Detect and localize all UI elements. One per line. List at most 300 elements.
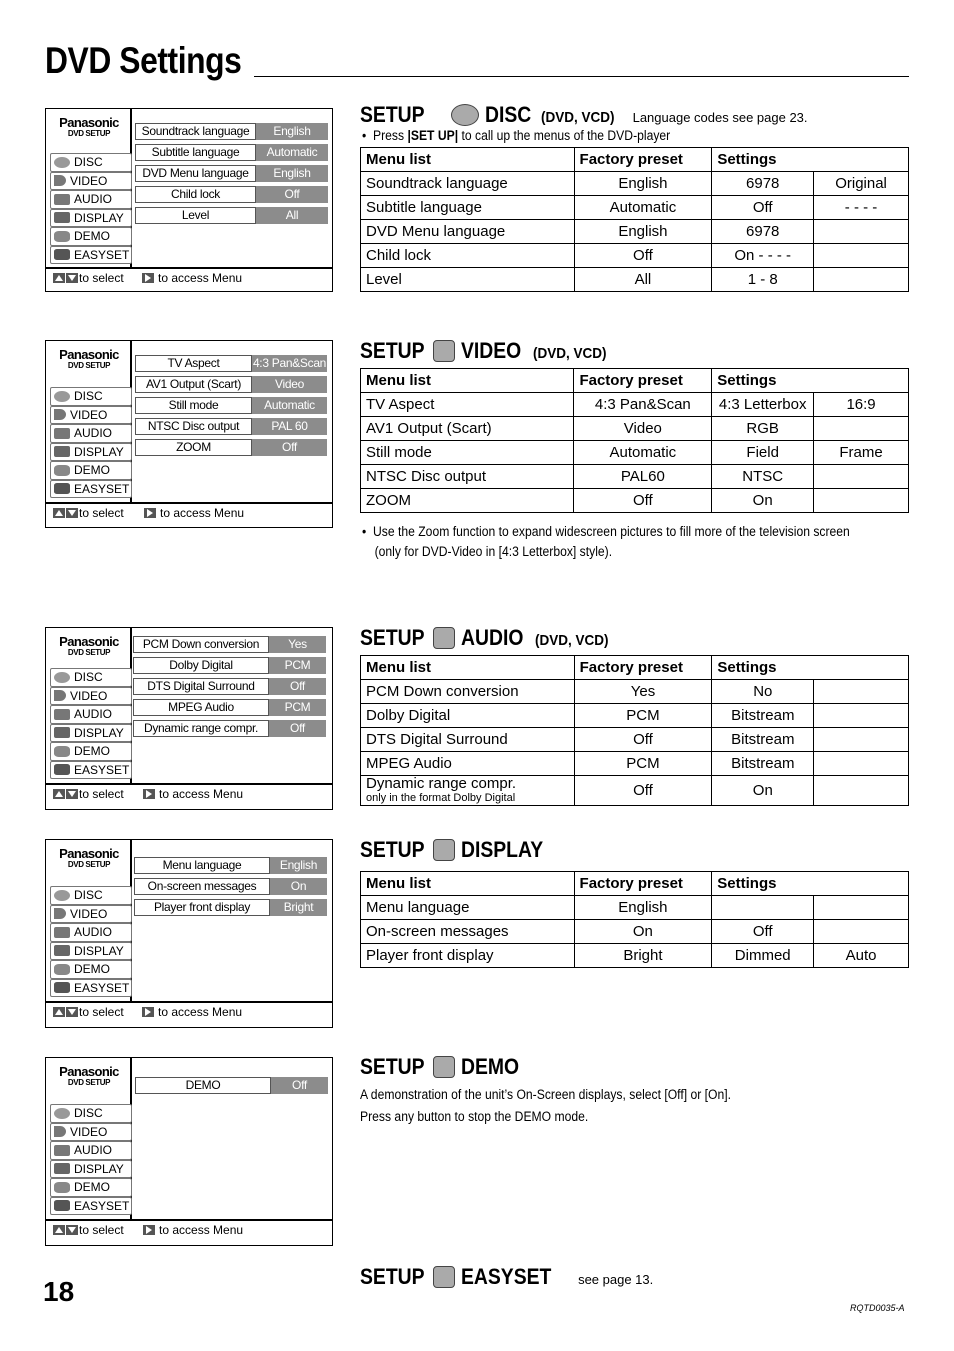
- menu-rows: [135, 123, 328, 228]
- down-arrow-icon: [66, 1007, 78, 1017]
- menu-item-cell: DVD Menu language: [361, 220, 575, 244]
- brand-logo: Panasonic: [59, 115, 119, 130]
- demo-icon: [54, 465, 70, 476]
- setting-option-cell: 6978: [712, 172, 814, 196]
- category-display[interactable]: [50, 209, 132, 228]
- brand-logo: Panasonic: [59, 634, 119, 649]
- category-label: DISC: [74, 155, 103, 170]
- select-hint: to select: [79, 271, 124, 285]
- menu-rows: [134, 857, 327, 920]
- category-label: DEMO: [74, 463, 110, 478]
- setting-option-cell: Off: [712, 196, 814, 220]
- down-arrow-icon: [66, 1225, 78, 1235]
- setting-option-cell: 16:9: [814, 393, 909, 417]
- menu-row-label: Level: [135, 207, 256, 224]
- setting-option-cell: Bitstream: [712, 752, 814, 776]
- audio-settings-table: [360, 655, 909, 806]
- disc-scope: (DVD, VCD): [540, 109, 615, 126]
- factory-preset-cell: Video: [574, 417, 712, 441]
- factory-preset-cell: All: [574, 268, 712, 292]
- category-label: DISPLAY: [74, 943, 124, 958]
- setting-option-cell: - - - -: [814, 196, 909, 220]
- menu-item-cell: Dolby Digital: [361, 704, 575, 728]
- menu-item-cell: NTSC Disc output: [361, 465, 574, 489]
- menu-row-label: DEMO: [135, 1077, 271, 1094]
- category-disc[interactable]: [50, 668, 132, 687]
- setting-option-cell: Frame: [814, 441, 909, 465]
- brand-block: [46, 628, 132, 657]
- category-display[interactable]: [50, 724, 132, 743]
- easyset-icon: [54, 249, 70, 260]
- category-label: DEMO: [74, 229, 110, 244]
- menu-row[interactable]: [133, 720, 326, 737]
- disc-icon: [451, 104, 479, 126]
- menu-row-label: ZOOM: [135, 439, 252, 456]
- factory-preset-cell: English: [574, 896, 712, 920]
- menu-row[interactable]: [135, 376, 327, 393]
- factory-preset-cell: PCM: [574, 752, 712, 776]
- category-label: DISPLAY: [74, 210, 124, 225]
- menu-row[interactable]: [133, 657, 326, 674]
- category-display[interactable]: [50, 1160, 132, 1179]
- menu-row-value: Bright: [270, 899, 327, 916]
- table-row: [361, 220, 909, 244]
- category-label: DISPLAY: [74, 1161, 124, 1176]
- factory-preset-cell: Off: [574, 728, 712, 752]
- menu-row-value: All: [256, 207, 328, 224]
- factory-preset-cell: PAL60: [574, 465, 712, 489]
- menu-row-value: On: [270, 878, 327, 895]
- menu-item-cell: ZOOM: [361, 489, 574, 513]
- category-label: DISC: [74, 389, 103, 404]
- factory-preset-cell: Automatic: [574, 196, 712, 220]
- category-disc[interactable]: [50, 387, 132, 406]
- setting-option-cell: 4:3 Letterbox: [712, 393, 814, 417]
- category-list: [50, 153, 132, 264]
- down-arrow-icon: [66, 789, 78, 799]
- setting-option-cell: Auto: [814, 944, 909, 968]
- column-header: Menu list: [361, 656, 575, 680]
- table-header-row: [361, 656, 909, 680]
- category-easyset[interactable]: [50, 761, 132, 780]
- setting-option-cell: [814, 220, 909, 244]
- menu-row-value: English: [256, 123, 328, 140]
- video-note: • Use the Zoom function to expand widescreen pictures to fill more of the television screen (only for DVD-Video in [4:3 Letterbox] style).: [362, 524, 850, 559]
- column-header: Menu list: [361, 872, 575, 896]
- table-row: [361, 417, 909, 441]
- audio-icon: [54, 927, 70, 938]
- menu-row[interactable]: [133, 678, 326, 695]
- menu-item-cell: Subtitle language: [361, 196, 575, 220]
- table-row: [361, 465, 909, 489]
- display-settings-table: [360, 871, 909, 968]
- video-icon: [54, 175, 66, 186]
- panel-footer-divider: [46, 267, 332, 269]
- menu-row-label: DVD Menu language: [135, 165, 256, 182]
- menu-row[interactable]: [134, 878, 327, 895]
- table-row: [361, 896, 909, 920]
- access-hint: to access Menu: [160, 506, 245, 520]
- table-row: [361, 728, 909, 752]
- select-hint: to select: [79, 1223, 124, 1237]
- up-arrow-icon: [53, 508, 65, 518]
- table-header-row: [361, 148, 909, 172]
- column-header: Factory preset: [574, 872, 712, 896]
- menu-item-cell: Child lock: [361, 244, 575, 268]
- setting-option-cell: 6978: [712, 220, 814, 244]
- brand-subtitle: DVD SETUP: [67, 1078, 111, 1087]
- setting-option-cell: NTSC: [712, 465, 814, 489]
- setup-label: SETUP: [360, 338, 425, 363]
- category-list: [50, 886, 132, 997]
- category-label: AUDIO: [74, 707, 113, 722]
- panel-footer-divider: [46, 783, 332, 785]
- access-hint: to access Menu: [159, 787, 244, 801]
- menu-row-label: NTSC Disc output: [135, 418, 252, 435]
- category-video[interactable]: [50, 172, 132, 191]
- panel-footer-divider: [46, 1001, 332, 1003]
- column-header: Settings: [712, 656, 909, 680]
- video-icon: [54, 908, 66, 919]
- category-audio[interactable]: [50, 424, 132, 443]
- category-label: EASYSET: [74, 481, 130, 496]
- display-icon: [433, 839, 455, 861]
- menu-item-cell: Level: [361, 268, 575, 292]
- menu-row[interactable]: [135, 439, 327, 456]
- menu-row[interactable]: [135, 1077, 328, 1094]
- setting-option-cell: [814, 896, 909, 920]
- video-settings-table: [360, 368, 909, 513]
- category-audio[interactable]: [50, 190, 132, 209]
- category-label: VIDEO: [70, 906, 108, 921]
- select-hint: to select: [79, 1005, 124, 1019]
- easyset-note: see page 13.: [578, 1272, 654, 1287]
- menu-item-cell: Still mode: [361, 441, 574, 465]
- easyset-icon: [433, 1266, 455, 1288]
- audio-icon: [54, 1145, 70, 1156]
- page-number: 18: [43, 1276, 75, 1307]
- category-video[interactable]: [50, 1123, 132, 1142]
- factory-preset-cell: Automatic: [574, 441, 712, 465]
- brand-block: [46, 341, 132, 370]
- audio-title: AUDIO: [461, 625, 524, 650]
- category-label: DEMO: [74, 1180, 110, 1195]
- menu-row[interactable]: [135, 144, 328, 161]
- brand-block: [46, 840, 132, 869]
- menu-row[interactable]: [134, 857, 327, 874]
- access-hint: to access Menu: [159, 1223, 244, 1237]
- demo-icon: [54, 746, 70, 757]
- demo-title: DEMO: [461, 1054, 520, 1079]
- menu-row[interactable]: [134, 899, 327, 916]
- menu-row-value: Video: [252, 376, 327, 393]
- display-icon: [54, 446, 70, 457]
- brand-subtitle: DVD SETUP: [67, 648, 111, 657]
- demo-icon: [54, 1182, 70, 1193]
- disc-note: Language codes see page 23.: [632, 110, 808, 125]
- column-header: Factory preset: [574, 656, 712, 680]
- right-arrow-icon: [142, 1007, 154, 1017]
- menu-row-label: Menu language: [134, 857, 270, 874]
- right-arrow-icon: [143, 1225, 155, 1235]
- osd-video-panel: [45, 340, 333, 528]
- setting-option-cell: Bitstream: [712, 704, 814, 728]
- menu-row-label: Subtitle language: [135, 144, 256, 161]
- setup-label: SETUP: [360, 1264, 425, 1289]
- category-list: [50, 387, 132, 498]
- category-label: EASYSET: [74, 1198, 130, 1213]
- menu-row-value: Off: [269, 678, 326, 695]
- up-arrow-icon: [53, 789, 65, 799]
- category-video[interactable]: [50, 905, 132, 924]
- easyset-icon: [54, 982, 70, 993]
- table-row: [361, 944, 909, 968]
- table-row: [361, 489, 909, 513]
- audio-scope: (DVD, VCD): [535, 632, 609, 649]
- page-title: DVD Settings: [45, 40, 242, 81]
- category-demo[interactable]: [50, 1178, 132, 1197]
- demo-icon: [54, 964, 70, 975]
- disc-icon: [54, 157, 70, 168]
- display-title: DISPLAY: [461, 837, 544, 862]
- menu-row-label: Player front display: [134, 899, 270, 916]
- audio-heading: [360, 625, 617, 651]
- setup-label: SETUP: [360, 102, 425, 127]
- category-label: VIDEO: [70, 407, 108, 422]
- setup-label: SETUP: [360, 837, 425, 862]
- panel-footer-divider: [46, 502, 332, 504]
- menu-row[interactable]: [133, 699, 326, 716]
- category-label: AUDIO: [74, 925, 113, 940]
- column-header: Factory preset: [574, 148, 712, 172]
- menu-item-cell: Player front display: [361, 944, 575, 968]
- category-video[interactable]: [50, 687, 132, 706]
- brand-subtitle: DVD SETUP: [67, 361, 111, 370]
- brand-block: [46, 109, 132, 138]
- table-row: [361, 196, 909, 220]
- category-display[interactable]: [50, 942, 132, 961]
- menu-row-value: Yes: [269, 636, 326, 653]
- disc-bullet: • Press |SET UP| to call up the menus of the DVD-player: [362, 128, 671, 143]
- table-row: [361, 752, 909, 776]
- display-icon: [54, 727, 70, 738]
- factory-preset-cell: Off: [574, 776, 712, 806]
- category-label: EASYSET: [74, 762, 130, 777]
- table-row: [361, 920, 909, 944]
- category-label: AUDIO: [74, 426, 113, 441]
- setting-option-cell: Bitstream: [712, 728, 814, 752]
- brand-block: [46, 1058, 132, 1087]
- up-arrow-icon: [53, 1225, 65, 1235]
- right-arrow-icon: [144, 508, 156, 518]
- table-header-row: [361, 872, 909, 896]
- setting-option-cell: [712, 896, 814, 920]
- menu-row-value: Off: [256, 186, 328, 203]
- menu-item-cell: Soundtrack language: [361, 172, 575, 196]
- column-header: Settings: [712, 148, 909, 172]
- category-label: DEMO: [74, 962, 110, 977]
- disc-icon: [54, 391, 70, 402]
- osd-demo-panel: [45, 1057, 333, 1246]
- menu-item-cell: AV1 Output (Scart): [361, 417, 574, 441]
- category-label: DISC: [74, 1106, 103, 1121]
- setting-option-cell: [814, 728, 909, 752]
- category-label: AUDIO: [74, 1143, 113, 1158]
- setup-label: SETUP: [360, 625, 425, 650]
- up-arrow-icon: [53, 273, 65, 283]
- factory-preset-cell: Off: [574, 244, 712, 268]
- setting-option-cell: [814, 752, 909, 776]
- easyset-icon: [54, 1200, 70, 1211]
- setting-option-cell: Off: [712, 920, 814, 944]
- menu-item-cell: On-screen messages: [361, 920, 575, 944]
- disc-title: DISC: [485, 102, 532, 127]
- setting-option-cell: On - - - -: [712, 244, 814, 268]
- menu-item-cell: DTS Digital Surround: [361, 728, 575, 752]
- factory-preset-cell: On: [574, 920, 712, 944]
- setting-option-cell: [814, 680, 909, 704]
- menu-rows: [135, 1077, 328, 1098]
- select-hint: to select: [79, 506, 124, 520]
- menu-row[interactable]: [135, 418, 327, 435]
- menu-row-value: PCM: [269, 657, 326, 674]
- category-label: AUDIO: [74, 192, 113, 207]
- table-row: [361, 268, 909, 292]
- table-row: [361, 441, 909, 465]
- menu-item-cell: PCM Down conversion: [361, 680, 575, 704]
- table-header-row: [361, 369, 909, 393]
- menu-row[interactable]: [135, 207, 328, 224]
- setting-option-cell: Field: [712, 441, 814, 465]
- category-demo[interactable]: [50, 742, 132, 761]
- menu-row-value: Off: [269, 720, 326, 737]
- category-video[interactable]: [50, 406, 132, 425]
- osd-disc-panel: [45, 108, 333, 292]
- menu-row-value: PCM: [269, 699, 326, 716]
- category-easyset[interactable]: [50, 480, 132, 499]
- down-arrow-icon: [66, 508, 78, 518]
- disc-icon: [54, 1108, 70, 1119]
- doc-code: RQTD0035-A: [850, 1303, 905, 1313]
- category-label: DEMO: [74, 744, 110, 759]
- category-label: VIDEO: [70, 688, 108, 703]
- menu-row-label: Child lock: [135, 186, 256, 203]
- category-disc[interactable]: [50, 886, 132, 905]
- factory-preset-cell: English: [574, 172, 712, 196]
- menu-row-label: Dolby Digital: [133, 657, 269, 674]
- brand-logo: Panasonic: [59, 347, 119, 362]
- video-icon: [433, 340, 455, 362]
- setup-key: |SET UP|: [407, 128, 459, 143]
- table-row: [361, 393, 909, 417]
- category-label: DISC: [74, 670, 103, 685]
- setting-option-cell: [814, 268, 909, 292]
- demo-icon: [433, 1056, 455, 1078]
- menu-row[interactable]: [135, 165, 328, 182]
- menu-row-label: DTS Digital Surround: [133, 678, 269, 695]
- column-header: Menu list: [361, 148, 575, 172]
- menu-row-value: English: [256, 165, 328, 182]
- menu-row-value: Off: [271, 1077, 328, 1094]
- brand-subtitle: DVD SETUP: [67, 860, 111, 869]
- menu-row-label: Soundtrack language: [135, 123, 256, 140]
- category-easyset[interactable]: [50, 979, 132, 998]
- menu-item-cell: MPEG Audio: [361, 752, 575, 776]
- disc-icon: [54, 890, 70, 901]
- video-title: VIDEO: [461, 338, 522, 363]
- table-row: [361, 172, 909, 196]
- video-heading: [360, 338, 615, 364]
- display-heading: [360, 837, 555, 863]
- demo-description: A demonstration of the unit’s On-Screen displays, select [Off] or [On]. Press any button to stop the DEMO mode.: [360, 1087, 731, 1124]
- category-demo[interactable]: [50, 227, 132, 246]
- menu-row[interactable]: [135, 186, 328, 203]
- category-easyset[interactable]: [50, 1197, 132, 1216]
- menu-row[interactable]: [133, 636, 326, 653]
- setting-option-cell: [814, 704, 909, 728]
- category-audio[interactable]: [50, 1141, 132, 1160]
- setting-option-cell: On: [712, 776, 814, 806]
- menu-row-value: 4:3 Pan&Scan: [252, 356, 327, 370]
- setting-option-cell: [814, 465, 909, 489]
- column-header: Settings: [712, 872, 909, 896]
- menu-row[interactable]: [135, 397, 327, 414]
- factory-preset-cell: 4:3 Pan&Scan: [574, 393, 712, 417]
- column-header: Settings: [712, 369, 909, 393]
- setting-option-cell: [814, 244, 909, 268]
- access-hint: to access Menu: [158, 1005, 243, 1019]
- table-row: [361, 704, 909, 728]
- category-list: [50, 1104, 132, 1215]
- easyset-icon: [54, 483, 70, 494]
- down-arrow-icon: [66, 273, 78, 283]
- category-disc[interactable]: [50, 1104, 132, 1123]
- menu-row-value: Automatic: [252, 397, 327, 414]
- category-demo[interactable]: [50, 461, 132, 480]
- category-label: DISPLAY: [74, 444, 124, 459]
- audio-icon: [433, 627, 455, 649]
- category-label: DISPLAY: [74, 725, 124, 740]
- menu-row-value: Automatic: [256, 144, 328, 161]
- menu-rows: [133, 636, 326, 741]
- category-display[interactable]: [50, 443, 132, 462]
- disc-heading: [360, 102, 808, 128]
- menu-row[interactable]: [135, 123, 328, 140]
- display-icon: [54, 945, 70, 956]
- table-row: [361, 680, 909, 704]
- easyset-icon: [54, 764, 70, 775]
- category-demo[interactable]: [50, 960, 132, 979]
- menu-item-cell: TV Aspect: [361, 393, 574, 417]
- setting-option-cell: On: [712, 489, 814, 513]
- menu-row-value: Off: [252, 439, 327, 456]
- category-easyset[interactable]: [50, 246, 132, 265]
- title-rule: [254, 76, 909, 77]
- table-row: [361, 776, 909, 806]
- category-list: [50, 668, 132, 779]
- category-audio[interactable]: [50, 923, 132, 942]
- menu-row[interactable]: [135, 355, 327, 372]
- factory-preset-cell: Bright: [574, 944, 712, 968]
- table-row: [361, 244, 909, 268]
- category-disc[interactable]: [50, 153, 132, 172]
- right-arrow-icon: [142, 273, 154, 283]
- setting-option-cell: RGB: [712, 417, 814, 441]
- menu-item-cell: Dynamic range compr. only in the format Dolby Digital: [361, 776, 575, 806]
- category-audio[interactable]: [50, 705, 132, 724]
- video-icon: [54, 1126, 66, 1137]
- column-header: Menu list: [361, 369, 574, 393]
